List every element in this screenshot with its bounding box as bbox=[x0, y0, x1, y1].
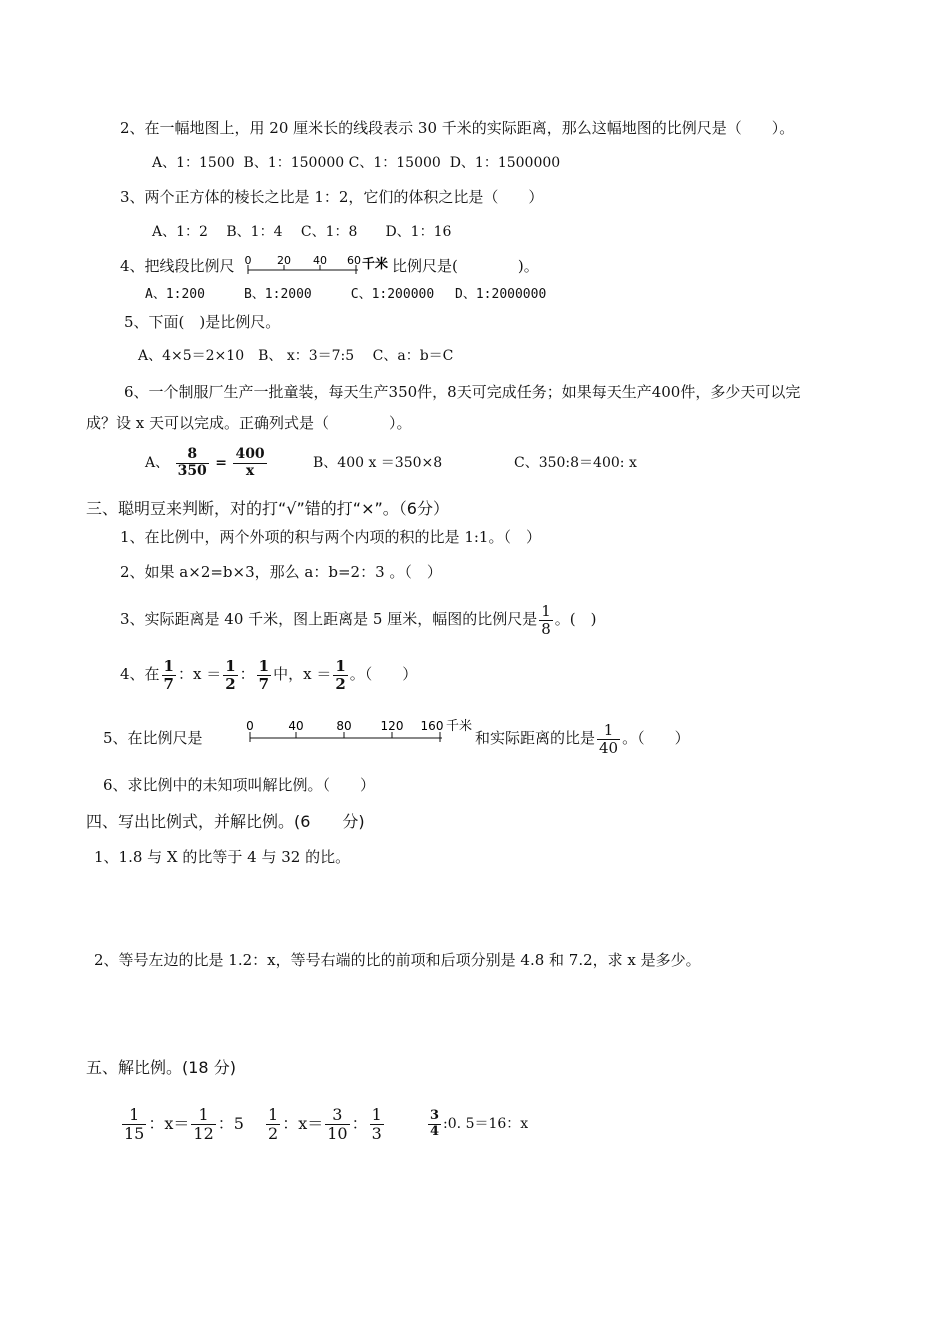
scale-label: 0 bbox=[246, 719, 254, 733]
question-5 bbox=[124, 312, 280, 332]
fraction bbox=[370, 1106, 384, 1142]
denominator: 7 bbox=[258, 674, 270, 693]
option-text: C、350:8＝400: x bbox=[514, 455, 637, 471]
section-title-text: 三、聪明豆来判断，对的打“√”错的打“×”。（6分） bbox=[86, 499, 449, 518]
operator: ：x＝ bbox=[282, 1114, 324, 1133]
question-4-options bbox=[145, 285, 546, 305]
judge-text: 5、在比例尺是 bbox=[103, 729, 203, 747]
options-text: A、4×5＝2×10 B、 x：3＝7:5 C、a：b＝C bbox=[138, 348, 454, 364]
fraction bbox=[122, 1106, 146, 1142]
question-6-option-c bbox=[514, 453, 637, 473]
judge-5-prefix bbox=[103, 728, 203, 748]
question-6-line1 bbox=[124, 382, 800, 402]
numerator: 3 bbox=[325, 1106, 349, 1125]
scale-label: 120 bbox=[380, 719, 404, 733]
question-6-text: 成？设 x 天可以完成。正确列式是（ ）。 bbox=[86, 414, 412, 432]
denominator: 40 bbox=[599, 738, 619, 757]
section-5-title bbox=[86, 1058, 236, 1078]
judge-6 bbox=[103, 775, 375, 795]
equation-2 bbox=[264, 1100, 386, 1148]
line-scale-160km bbox=[244, 716, 484, 744]
numerator: 1 bbox=[541, 602, 551, 620]
judge-tail: 。( ) bbox=[554, 610, 597, 628]
question-6-option-a bbox=[145, 443, 269, 483]
denominator: 15 bbox=[124, 1124, 145, 1143]
question-6-line2 bbox=[86, 413, 412, 433]
denominator: 2 bbox=[225, 674, 236, 693]
judge-text: 和实际距离的比是 bbox=[475, 729, 596, 747]
judge-1 bbox=[120, 527, 541, 547]
numerator: 400 bbox=[235, 446, 265, 463]
judge-text: 6、求比例中的未知项叫解比例。（ ） bbox=[103, 776, 376, 794]
fraction bbox=[325, 1106, 349, 1142]
line-scale-60km bbox=[244, 254, 394, 278]
judge-4 bbox=[120, 653, 417, 695]
question-4-suffix-text: 比例尺是( )。 bbox=[392, 257, 539, 275]
judge-text: 3、实际距离是 40 千米，图上距离是 5 厘米，幅图的比例尺是 bbox=[120, 610, 538, 628]
section-4-title bbox=[86, 812, 365, 832]
denominator: 3 bbox=[371, 1124, 382, 1143]
operator: ：x＝ bbox=[148, 1114, 190, 1133]
numerator: 1 bbox=[122, 1106, 146, 1125]
scale-label: 60 bbox=[347, 254, 361, 267]
numerator: 3 bbox=[430, 1108, 440, 1124]
numerator: 1 bbox=[163, 657, 174, 675]
scale-label: 0 bbox=[244, 254, 252, 267]
scale-label: 40 bbox=[288, 719, 304, 733]
judge-text: 中，x ＝ bbox=[273, 665, 332, 683]
option-text: B、400 x ＝350×8 bbox=[313, 455, 443, 471]
numerator: 1 bbox=[258, 657, 270, 675]
scale-label: 80 bbox=[336, 719, 352, 733]
denominator: 2 bbox=[335, 674, 346, 693]
option-label: A、 bbox=[145, 455, 170, 471]
question-6-text: 6、一个制服厂生产一批童装，每天生产350件，8天可完成任务；如果每天生产400件，多少天可以完 bbox=[124, 383, 801, 401]
operator: ： bbox=[351, 1114, 368, 1133]
question-2-text: 2、在一幅地图上，用 20 厘米长的线段表示 30 千米的实际距离，那么这幅地图的比例尺是（ ）。 bbox=[120, 119, 795, 137]
options-text: A、1：2 B、1：4 C、1：8 D、1：16 bbox=[152, 224, 452, 240]
numerator: 1 bbox=[597, 722, 620, 740]
scale-label: 40 bbox=[313, 254, 327, 267]
fraction bbox=[428, 1109, 441, 1139]
options-text: A、1：1500 B、1：150000 C、1：15000 D、1：1500000 bbox=[152, 155, 561, 171]
fraction bbox=[223, 658, 237, 692]
question-4-prefix: 4、把线段比例尺 bbox=[120, 257, 235, 275]
question-3-options bbox=[152, 222, 451, 242]
denominator: 350 bbox=[177, 462, 207, 479]
equals-sign: = bbox=[215, 455, 227, 471]
question-2-options bbox=[152, 153, 560, 173]
section-title-text: 四、写出比例式，并解比例。(6 分) bbox=[86, 812, 365, 831]
scale-label: 160 bbox=[420, 719, 444, 733]
fraction bbox=[597, 722, 620, 756]
denominator: 8 bbox=[541, 619, 551, 638]
denominator: 7 bbox=[163, 674, 174, 693]
scale-label: 20 bbox=[277, 254, 291, 267]
question-4-suffix bbox=[392, 256, 539, 276]
scale-unit: 千米 bbox=[446, 719, 473, 734]
numerator: 1 bbox=[225, 657, 236, 675]
question-3-text: 3、两个正方体的棱长之比是 1：2，它们的体积之比是（ ） bbox=[120, 188, 544, 206]
options-text: A、1:200 B、1:2000 C、1:200000 D、1:2000000 bbox=[145, 287, 547, 302]
fraction bbox=[333, 658, 347, 692]
fraction bbox=[539, 603, 553, 637]
numerator: 1 bbox=[268, 1105, 279, 1125]
question-5-text: 5、下面( )是比例尺。 bbox=[124, 313, 281, 331]
denominator: 4 bbox=[430, 1123, 440, 1139]
problem-2 bbox=[94, 950, 701, 970]
question-3 bbox=[120, 187, 543, 207]
problem-text: 1、1.8 与 X 的比等于 4 与 32 的比。 bbox=[94, 848, 351, 866]
problem-1 bbox=[94, 847, 350, 867]
operator: ：5 bbox=[217, 1114, 244, 1133]
equation-3 bbox=[426, 1100, 528, 1148]
problem-text: 2、等号左边的比是 1.2：x，等号右端的比的前项和后项分别是 4.8 和 7.2，求 x 是多少。 bbox=[94, 951, 701, 969]
fraction bbox=[266, 1106, 280, 1142]
question-5-options bbox=[138, 346, 453, 366]
section-3-title bbox=[86, 499, 449, 519]
fraction bbox=[191, 1106, 215, 1142]
operator: ： bbox=[239, 665, 255, 683]
judge-3 bbox=[120, 598, 597, 640]
scale-unit: 千米 bbox=[362, 257, 389, 272]
operator: ：x ＝ bbox=[177, 665, 222, 683]
judge-text: 1、在比例中，两个外项的积与两个内项的积的比是 1:1。（ ） bbox=[120, 528, 541, 546]
judge-text: 4、在 bbox=[120, 665, 160, 683]
numerator: 1 bbox=[371, 1105, 382, 1125]
denominator: x bbox=[245, 462, 255, 479]
fraction bbox=[233, 447, 266, 479]
question-4 bbox=[120, 256, 235, 276]
judge-5-rest bbox=[475, 716, 690, 760]
judge-2 bbox=[120, 562, 442, 582]
numerator: 1 bbox=[335, 657, 346, 675]
question-2 bbox=[120, 118, 794, 138]
numerator: 8 bbox=[176, 447, 209, 463]
operator: :0. 5＝16：x bbox=[443, 1116, 529, 1132]
judge-tail: 。（ ） bbox=[349, 665, 418, 683]
question-6-option-b bbox=[313, 453, 442, 473]
denominator: 10 bbox=[327, 1124, 348, 1143]
section-title-text: 五、解比例。(18 分) bbox=[86, 1058, 236, 1077]
numerator: 1 bbox=[191, 1106, 215, 1125]
judge-tail: 。（ ） bbox=[622, 729, 690, 747]
equation-1 bbox=[120, 1100, 244, 1148]
fraction bbox=[257, 658, 271, 692]
denominator: 12 bbox=[193, 1124, 214, 1143]
denominator: 2 bbox=[268, 1124, 279, 1143]
fraction bbox=[162, 658, 176, 692]
judge-text: 2、如果 a×2=b×3，那么 a：b=2：3 。（ ） bbox=[120, 563, 442, 581]
fraction bbox=[176, 447, 209, 479]
